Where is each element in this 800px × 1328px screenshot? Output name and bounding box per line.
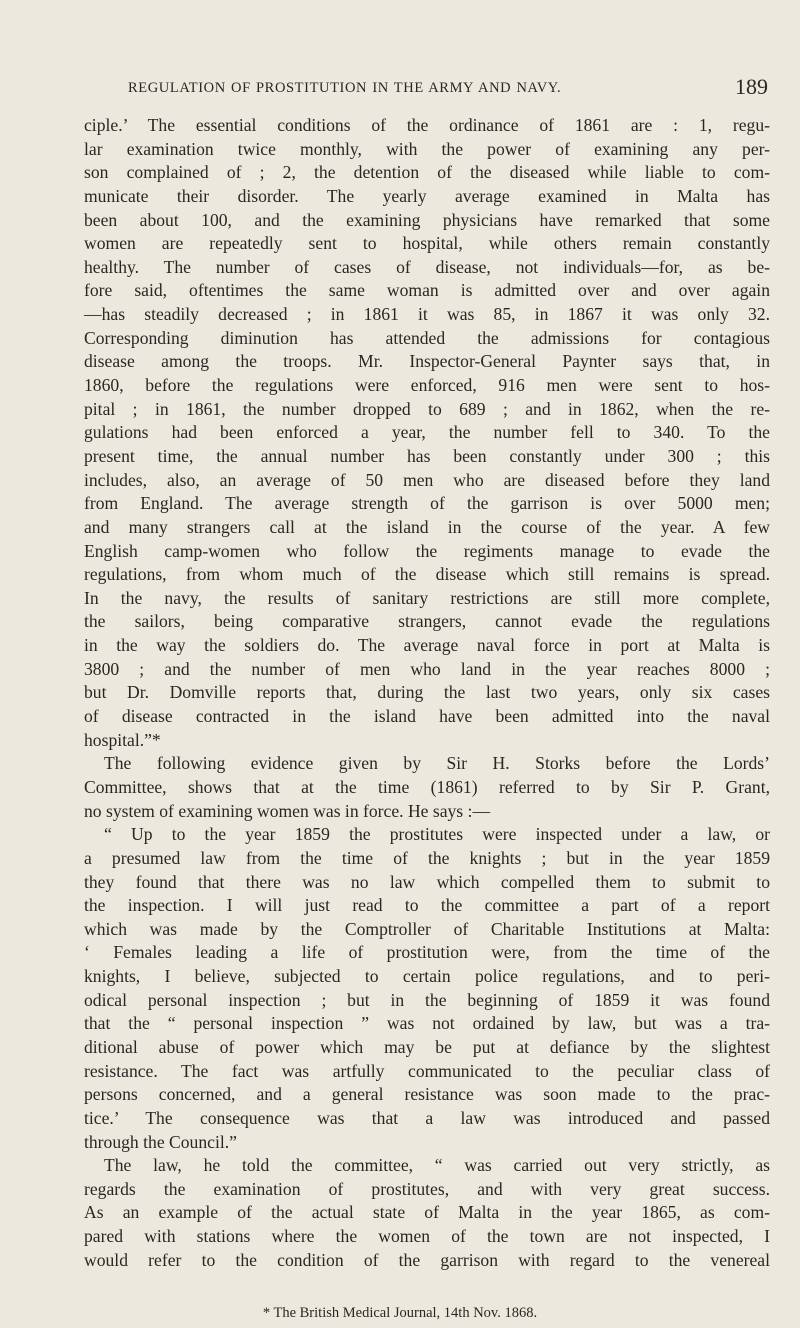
text-line: regards the examination of prostitutes, and with very great success. (84, 1178, 770, 1199)
running-head-title: REGULATION OF PROSTITUTION IN THE ARMY AND NAVY. (128, 80, 562, 96)
text-line: —has steadily decreased ; in 1861 it was 85, in 1867 it was only 32. (84, 304, 770, 325)
text-line: the sailors, being comparative strangers, cannot evade the regulations (84, 611, 770, 632)
text-line: which was made by the Comptroller of Charitable Institutions at Malta: (84, 918, 770, 939)
text-line: Corresponding diminution has attended the admissions for contagious (84, 327, 770, 348)
text-line: pared with stations where the women of the town are not inspected, I (84, 1226, 770, 1247)
text-line: As an example of the actual state of Malta in the year 1865, as com- (84, 1202, 770, 1223)
text-line: and many strangers call at the island in the course of the year. A few (84, 516, 770, 537)
text-line: from England. The average strength of the garrison is over 5000 men; (84, 493, 770, 514)
text-line: includes, also, an average of 50 men who are diseased before they land (84, 469, 770, 490)
text-line: English camp-women who follow the regiments manage to evade the (84, 540, 770, 561)
text-line: no system of examining women was in force. He says :— (84, 800, 491, 821)
text-line: ciple.’ The essential conditions of the ordinance of 1861 are : 1, regu- (84, 115, 770, 135)
text-line: ditional abuse of power which may be put at defiance by the slightest (84, 1036, 770, 1057)
text-line: regulations, from whom much of the disease which still remains is spread. (84, 564, 770, 585)
running-head (128, 74, 768, 104)
text-line: a presumed law from the time of the knights ; but in the year 1859 (84, 847, 770, 868)
text-line: but Dr. Domville reports that, during the last two years, only six cases (84, 682, 770, 703)
text-line: son complained of ; 2, the detention of the diseased while liable to com- (84, 162, 770, 183)
text-line: in the way the soldiers do. The average naval force in port at Malta is (84, 635, 770, 656)
text-line: 1860, before the regulations were enforced, 916 men were sent to hos- (84, 375, 770, 396)
body-text (84, 114, 770, 1272)
text-line: odical personal inspection ; but in the beginning of 1859 it was found (84, 989, 770, 1010)
text-line: ‘ Females leading a life of prostitution were, from the time of the (84, 942, 770, 963)
text-line: lar examination twice monthly, with the power of examining any per- (84, 138, 770, 159)
text-line: tice.’ The consequence was that a law was introduced and passed (84, 1107, 770, 1128)
text-line: pital ; in 1861, the number dropped to 689 ; and in 1862, when the re- (84, 398, 770, 419)
text-line: persons concerned, and a general resistance was soon made to the prac- (84, 1084, 770, 1105)
text-line: they found that there was no law which compelled them to submit to (84, 871, 770, 892)
text-line: through the Council.” (84, 1131, 237, 1152)
text-line: gulations had been enforced a year, the number fell to 340. To the (84, 422, 770, 443)
text-line: “ Up to the year 1859 the prostitutes were inspected under a law, or (104, 824, 770, 845)
text-line: Committee, shows that at the time (1861) referred to by Sir P. Grant, (84, 776, 770, 797)
text-line: The law, he told the committee, “ was carried out very strictly, as (104, 1155, 770, 1176)
text-line: knights, I believe, subjected to certain police regulations, and to peri- (84, 966, 770, 987)
text-line: hospital.”* (84, 729, 161, 750)
text-line: women are repeatedly sent to hospital, while others remain constantly (84, 233, 770, 254)
text-line: 3800 ; and the number of men who land in the year reaches 8000 ; (84, 658, 770, 679)
text-line: the inspection. I will just read to the committee a part of a report (84, 895, 770, 916)
text-line: resistance. The fact was artfully communicated to the peculiar class of (84, 1060, 770, 1081)
text-line: of disease contracted in the island have been admitted into the naval (84, 706, 770, 727)
text-line: present time, the annual number has been constantly under 300 ; this (84, 445, 770, 466)
text-line: disease among the troops. Mr. Inspector-General Paynter says that, in (84, 351, 770, 372)
footnote: * The British Medical Journal, 14th Nov. 1868. (262, 1305, 538, 1321)
page-number: 189 (735, 74, 768, 99)
text-line: been about 100, and the examining physicians have remarked that some (84, 209, 770, 230)
text-line: would refer to the condition of the garrison with regard to the venereal (84, 1249, 770, 1270)
text-line: municate their disorder. The yearly average examined in Malta has (84, 185, 770, 206)
text-line: In the navy, the results of sanitary restrictions are still more complete, (84, 587, 770, 608)
text-line: that the “ personal inspection ” was not ordained by law, but was a tra- (84, 1013, 770, 1034)
text-line: The following evidence given by Sir H. Storks before the Lords’ (104, 753, 770, 774)
text-line: healthy. The number of cases of disease, not individuals—for, as be- (84, 256, 770, 277)
text-line: fore said, oftentimes the same woman is admitted over and over again (84, 280, 770, 301)
